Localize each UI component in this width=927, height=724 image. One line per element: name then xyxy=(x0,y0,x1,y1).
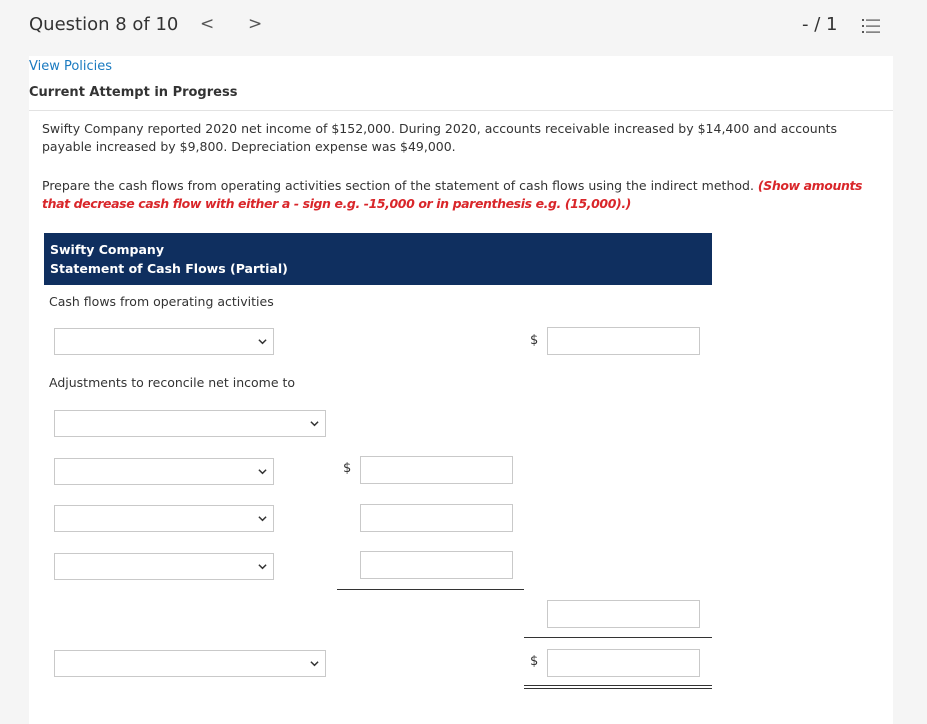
currency-symbol: $ xyxy=(530,333,539,348)
account-select-3[interactable] xyxy=(54,458,274,485)
view-policies-link[interactable]: View Policies xyxy=(29,59,113,74)
section-label-operating: Cash flows from operating activities xyxy=(49,294,274,309)
amount-input-total[interactable] xyxy=(547,649,700,677)
adjustments-label: Adjustments to reconcile net income to xyxy=(49,375,296,390)
double-rule-bottom xyxy=(524,688,712,689)
attempt-status: Current Attempt in Progress xyxy=(29,85,238,100)
account-select-4[interactable] xyxy=(54,505,274,532)
amount-input-1[interactable] xyxy=(547,327,700,355)
double-rule-top xyxy=(524,685,712,686)
company-name: Swifty Company xyxy=(50,242,164,257)
chevron-down-icon xyxy=(258,562,267,571)
subtotal-rule xyxy=(337,589,524,590)
chevron-down-icon xyxy=(258,514,267,523)
list-icon[interactable] xyxy=(862,18,880,34)
chevron-down-icon xyxy=(258,337,267,346)
instruction xyxy=(42,177,882,213)
top-bar xyxy=(0,0,927,52)
chevron-down-icon xyxy=(310,419,319,428)
currency-symbol: $ xyxy=(343,461,352,476)
amount-input-subtotal[interactable] xyxy=(547,600,700,628)
previous-question-button[interactable]: < xyxy=(200,14,215,34)
chevron-down-icon xyxy=(310,659,319,668)
instruction-note: (Show amounts that decrease cash flow with either a - sign e.g. -15,000 or in parenthesis e.g. (15,000).) xyxy=(42,178,863,211)
account-select-1[interactable] xyxy=(54,328,274,355)
account-select-5[interactable] xyxy=(54,553,274,580)
statement-header xyxy=(44,233,712,285)
question-counter: Question 8 of 10 xyxy=(29,14,179,35)
chevron-down-icon xyxy=(258,467,267,476)
next-question-button[interactable]: > xyxy=(248,14,263,34)
score-display: - / 1 xyxy=(802,14,838,35)
account-select-2[interactable] xyxy=(54,410,326,437)
question-text: Swifty Company reported 2020 net income of $152,000. During 2020, accounts receivable increased by $14,400 and accounts payable increased by $9,800. Depreciation expense was $49,000. xyxy=(42,121,838,154)
amount-input-4[interactable] xyxy=(360,551,513,579)
instruction-text: Prepare the cash flows from operating activities section of the statement of cash flows using the indirect method. xyxy=(42,178,754,193)
amount-input-3[interactable] xyxy=(360,504,513,532)
account-select-6[interactable] xyxy=(54,650,326,677)
divider xyxy=(29,110,893,111)
amount-input-2[interactable] xyxy=(360,456,513,484)
total-rule xyxy=(524,637,712,638)
statement-title: Statement of Cash Flows (Partial) xyxy=(50,261,288,276)
currency-symbol: $ xyxy=(530,654,539,669)
question-panel xyxy=(29,56,893,724)
